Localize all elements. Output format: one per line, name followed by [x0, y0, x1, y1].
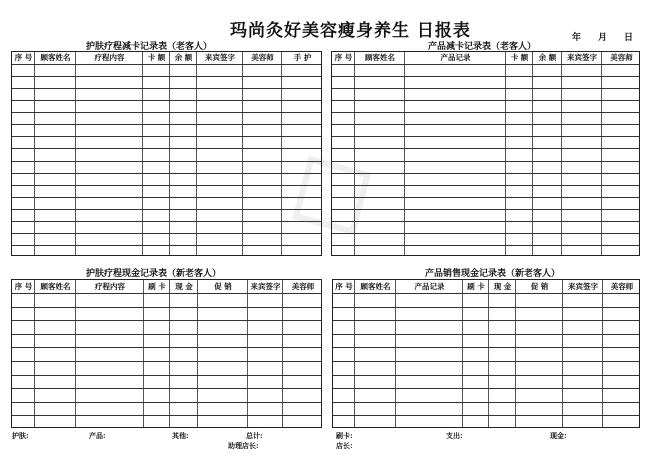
column-header: 顾客姓名: [365, 53, 395, 62]
column-header: 刷 卡: [467, 282, 485, 291]
column-header: 顾客姓名: [40, 282, 71, 291]
table-row[interactable]: [12, 375, 321, 389]
column-header: 产品记录: [440, 53, 471, 62]
table-row[interactable]: [332, 161, 639, 173]
table-row[interactable]: [332, 76, 639, 88]
table-row[interactable]: [332, 88, 639, 100]
footer-other: 其他:: [172, 431, 189, 440]
table-row[interactable]: [12, 64, 321, 76]
table-row[interactable]: [12, 161, 321, 173]
column-header: 促 销: [214, 282, 232, 291]
table-row[interactable]: [332, 185, 639, 197]
column-header: 美容师: [291, 282, 315, 291]
skin-cash-table: [11, 279, 322, 428]
table-row[interactable]: [12, 136, 321, 148]
table-row[interactable]: [12, 124, 321, 136]
date-year: 年: [572, 33, 582, 43]
date-month: 月: [598, 33, 608, 43]
footer-card: 刷卡:: [336, 431, 353, 440]
column-header: 顾客姓名: [40, 53, 71, 62]
column-header: 美容师: [610, 53, 633, 62]
table-row[interactable]: [12, 320, 321, 334]
column-header: 现 金: [175, 282, 193, 291]
watermark: ◇: [252, 104, 402, 271]
column-header: 美容师: [251, 53, 274, 62]
table-row[interactable]: [12, 185, 321, 197]
column-header: 序 号: [14, 53, 33, 62]
table-row[interactable]: [12, 197, 321, 209]
column-header: 促 销: [530, 282, 549, 291]
column-header: 疗程内容: [95, 282, 125, 291]
table-row[interactable]: [332, 124, 639, 136]
table-row[interactable]: [332, 221, 639, 233]
footer-product: 产品:: [89, 431, 106, 440]
column-header: 序 号: [335, 282, 353, 291]
table-row[interactable]: [332, 197, 639, 209]
column-header: 卡 额: [510, 53, 529, 62]
column-header: 顾客姓名: [360, 282, 391, 291]
table-row[interactable]: [12, 402, 321, 416]
footer-expense: 支出:: [446, 431, 463, 440]
table-row[interactable]: [333, 347, 639, 361]
table-row[interactable]: [12, 347, 321, 361]
footer-cash: 现金:: [550, 431, 567, 440]
table-row[interactable]: [12, 173, 321, 185]
table-row[interactable]: [332, 173, 639, 185]
table-row[interactable]: [12, 148, 321, 160]
column-header: 来宾签字: [567, 53, 597, 62]
column-header: 手 护: [293, 53, 312, 62]
table-row[interactable]: [333, 320, 639, 334]
table-row[interactable]: [332, 233, 639, 245]
footer-total: 总计:: [246, 431, 263, 440]
table-row[interactable]: [333, 361, 639, 375]
table-row[interactable]: [332, 148, 639, 160]
column-header: 余 额: [538, 53, 557, 62]
table-row[interactable]: [12, 221, 321, 233]
date-day: 日: [624, 33, 634, 43]
table-row[interactable]: [12, 361, 321, 375]
table-row[interactable]: [12, 233, 321, 245]
table-row[interactable]: [12, 415, 321, 429]
column-header: 刷 卡: [148, 282, 166, 291]
table-caption-product-card: 产品减卡记录表（老客人）: [428, 42, 537, 52]
column-header: 疗程内容: [94, 53, 125, 62]
table-row[interactable]: [12, 245, 321, 257]
table-row[interactable]: [333, 402, 639, 416]
table-row[interactable]: [12, 209, 321, 221]
column-header: 余 额: [174, 53, 193, 62]
column-header: 现 金: [493, 282, 512, 291]
product-cash-table: [332, 279, 640, 428]
table-row[interactable]: [12, 388, 321, 402]
table-row[interactable]: [12, 100, 321, 112]
table-row[interactable]: [332, 245, 639, 257]
column-header: 美容师: [610, 282, 634, 291]
table-row[interactable]: [333, 307, 639, 321]
table-caption-skin-cash: 护肤疗程现金记录表（新老客人）: [86, 269, 222, 279]
table-row[interactable]: [12, 293, 321, 307]
table-row[interactable]: [12, 307, 321, 321]
table-row[interactable]: [12, 76, 321, 88]
column-header: 序 号: [334, 53, 353, 62]
table-row[interactable]: [332, 209, 639, 221]
footer-skin: 护肤:: [12, 431, 29, 440]
table-caption-product-cash: 产品销售现金记录表（新老客人）: [425, 269, 561, 279]
table-caption-skin-card: 护肤疗程减卡记录表（老客人）: [86, 42, 213, 52]
footer-manager: 店长:: [336, 441, 353, 450]
column-header: 序 号: [14, 282, 33, 291]
table-row[interactable]: [332, 136, 639, 148]
table-row[interactable]: [12, 112, 321, 124]
column-header: 来宾签字: [205, 53, 235, 62]
table-row[interactable]: [332, 112, 639, 124]
footer-assistant-manager: 助理店长:: [228, 441, 259, 450]
skin-card-table: [11, 51, 322, 256]
table-row[interactable]: [12, 88, 321, 100]
table-row[interactable]: [12, 334, 321, 348]
page-title: 玛尚灸好美容瘦身养生 日报表: [230, 21, 471, 41]
table-row[interactable]: [333, 388, 639, 402]
table-row[interactable]: [332, 64, 639, 76]
table-row[interactable]: [333, 415, 639, 429]
column-header: 来宾签字: [250, 282, 281, 291]
product-card-table: [331, 51, 640, 256]
table-row[interactable]: [333, 375, 639, 389]
column-header: 产品记录: [414, 282, 445, 291]
table-row[interactable]: [333, 334, 639, 348]
table-row[interactable]: [332, 100, 639, 112]
table-row[interactable]: [333, 293, 639, 307]
column-header: 卡 额: [147, 53, 166, 62]
column-header: 来宾签字: [568, 282, 598, 291]
